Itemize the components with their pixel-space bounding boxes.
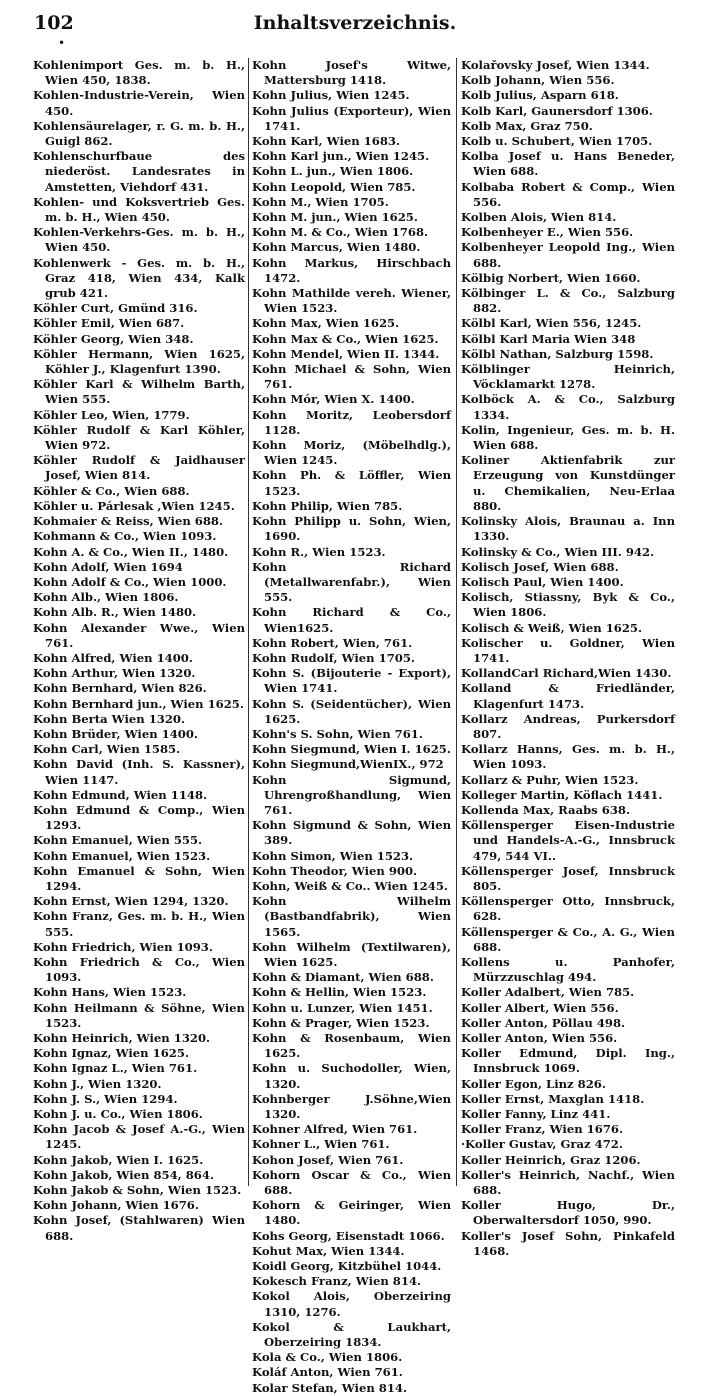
index-entry: Kohn Max & Co., Wien 1625. bbox=[252, 331, 439, 346]
index-column-right bbox=[461, 58, 675, 1258]
index-entry: Kohn Mór, Wien X. 1400. bbox=[252, 392, 415, 407]
index-entry: Kohn & Diamant, Wien 688. bbox=[252, 970, 434, 985]
index-entry: Kohn Max, Wien 1625. bbox=[252, 316, 400, 331]
page-header bbox=[30, 8, 680, 38]
index-entry: Kohn Adolf, Wien 1694 bbox=[33, 559, 183, 574]
index-entry: Kolařovsky Josef, Wien 1344. bbox=[461, 58, 650, 72]
index-entry: Kohn Karl, Wien 1683. bbox=[252, 134, 400, 149]
index-entry: Kolb Karl, Gaunersdorf 1306. bbox=[461, 103, 653, 118]
index-entry: Kölbl Karl, Wien 556, 1245. bbox=[461, 316, 642, 331]
index-entry: Kolbaba Robert & Comp., Wien 556. bbox=[461, 179, 675, 209]
index-entry: Kohut Max, Wien 1344. bbox=[252, 1243, 405, 1258]
index-entry: Koidl Georg, Kitzbühel 1044. bbox=[252, 1259, 442, 1274]
index-entry: Koller's Heinrich, Nachf., Wien 688. bbox=[461, 1167, 675, 1198]
index-entry: Köllensperger & Co., A. G., Wien 688. bbox=[461, 924, 675, 954]
index-entry: Kohn Theodor, Wien 900. bbox=[252, 863, 418, 878]
index-entry: Kohn Julius, Wien 1245. bbox=[252, 88, 410, 103]
index-entry: Kohn R., Wien 1523. bbox=[252, 544, 386, 559]
index-entry: Kohn Hans, Wien 1523. bbox=[33, 985, 187, 1000]
index-entry: Kolisch & Weiß, Wien 1625. bbox=[461, 620, 643, 635]
index-entry: Kohn L. jun., Wien 1806. bbox=[252, 164, 414, 179]
index-entry: Kohn Alfred, Wien 1400. bbox=[33, 650, 193, 665]
index-entry: Kollarz Andreas, Purkersdorf 807. bbox=[461, 711, 675, 741]
index-entry: Köllensperger Otto, Innsbruck, 628. bbox=[461, 894, 675, 924]
index-entry: Köhler Emil, Wien 687. bbox=[33, 316, 185, 331]
index-entry: Kohorn & Geiringer, Wien 1480. bbox=[252, 1198, 451, 1228]
index-entry: Kohner Alfred, Wien 761. bbox=[252, 1122, 418, 1137]
index-entry: Kohn Jakob, Wien 854, 864. bbox=[33, 1167, 214, 1182]
index-entry: Kohn Alexander Wwe., Wien 761. bbox=[33, 620, 245, 650]
index-entry: Kohn Sigmund, Uhrengroßhandlung, Wien 761. bbox=[252, 772, 451, 817]
index-entry: Kohn's S. Sohn, Wien 761. bbox=[252, 726, 423, 741]
index-entry: Kohn M. & Co., Wien 1768. bbox=[252, 225, 429, 240]
index-entry: Kohn Markus, Hirschbach 1472. bbox=[252, 255, 451, 285]
index-entry: Kohs Georg, Eisenstadt 1066. bbox=[252, 1228, 445, 1243]
index-entry: Köhler Leo, Wien, 1779. bbox=[33, 407, 190, 422]
index-entry: Koller Hugo, Dr., Oberwaltersdorf 1050, 990. bbox=[461, 1198, 675, 1228]
index-entry: Köhler Karl & Wilhelm Barth, Wien 555. bbox=[33, 377, 245, 407]
index-entry: Koller Fanny, Linz 441. bbox=[461, 1107, 611, 1122]
column-divider bbox=[248, 58, 249, 1186]
index-entry: Kohlensäurelager, r. G. m. b. H., Guigl 862. bbox=[33, 118, 245, 149]
index-entry: Kohn Karl jun., Wien 1245. bbox=[252, 149, 430, 164]
index-entry: Kolbenheyer E., Wien 556. bbox=[461, 225, 634, 240]
index-entry: Kolb Max, Graz 750. bbox=[461, 118, 593, 133]
index-entry: Koller Edmund, Dipl. Ing., Innsbruck 1069. bbox=[461, 1046, 675, 1076]
index-column-left bbox=[33, 58, 245, 1243]
index-entry: Kohn Mathilde vereh. Wiener, Wien 1523. bbox=[252, 286, 451, 316]
index-entry: Kohlen- und Koksvertrieb Ges. m. b. H., Wien 450. bbox=[33, 194, 245, 225]
index-entry: Kolin, Ingenieur, Ges. m. b. H. Wien 688. bbox=[461, 422, 675, 453]
index-entry: Kohn S. (Seidentücher), Wien 1625. bbox=[252, 696, 451, 726]
index-entry: Kollens u. Panhofer, Mürzzuschlag 494. bbox=[461, 954, 675, 985]
index-entry: Kölbig Norbert, Wien 1660. bbox=[461, 270, 641, 285]
index-entry: Kohn Marcus, Wien 1480. bbox=[252, 240, 421, 255]
index-entry: Kohlenwerk - Ges. m. b. H., Graz 418, Wien 434, Kalk grub 421. bbox=[33, 255, 245, 301]
index-entry: Kolba Josef u. Hans Beneder, Wien 688. bbox=[461, 149, 675, 179]
index-entry: Kokol Alois, Oberzeiring 1310, 1276. bbox=[252, 1289, 451, 1319]
index-entry: Kolinsky & Co., Wien III. 942. bbox=[461, 544, 655, 559]
index-entry: Kohn Ignaz, Wien 1625. bbox=[33, 1046, 189, 1061]
index-entry: Kohlen-Verkehrs-Ges. m. b. H., Wien 450. bbox=[33, 225, 245, 255]
index-entry: Kohn Michael & Sohn, Wien 761. bbox=[252, 362, 451, 392]
index-entry: Kohlen-Industrie-Verein, Wien 450. bbox=[33, 88, 245, 118]
index-entry: Kohn Emanuel, Wien 555. bbox=[33, 833, 203, 848]
index-entry: Kollenda Max, Raabs 638. bbox=[461, 802, 630, 817]
index-entry: Kohn & Hellin, Wien 1523. bbox=[252, 985, 427, 1000]
index-entry: Kola & Co., Wien 1806. bbox=[252, 1350, 403, 1365]
index-entry: Kolbenheyer Leopold Ing., Wien 688. bbox=[461, 240, 675, 270]
index-entry: Kohn Robert, Wien, 761. bbox=[252, 635, 413, 650]
index-entry: Kohn S. (Bijouterie - Export), Wien 1741. bbox=[252, 666, 451, 696]
index-entry: Kohn Carl, Wien 1585. bbox=[33, 742, 181, 757]
index-entry: Kolb u. Schubert, Wien 1705. bbox=[461, 134, 653, 149]
index-entry: Koller Ernst, Maxglan 1418. bbox=[461, 1091, 645, 1106]
index-entry: Kohn Ignaz L., Wien 761. bbox=[33, 1061, 198, 1076]
index-entry: Köhler Georg, Wien 348. bbox=[33, 331, 194, 346]
index-column-middle bbox=[252, 58, 451, 1395]
index-entry: Kohner L., Wien 761. bbox=[252, 1137, 390, 1152]
index-entry: Kohn Berta Wien 1320. bbox=[33, 711, 186, 726]
index-entry: Kohn Alb. R., Wien 1480. bbox=[33, 605, 197, 620]
index-entry: Kolland & Friedländer, Klagenfurt 1473. bbox=[461, 681, 675, 711]
index-entry: Kohlenimport Ges. m. b. H., Wien 450, 1838. bbox=[33, 58, 245, 88]
index-entry: Kokesch Franz, Wien 814. bbox=[252, 1274, 422, 1289]
index-entry: Kohn Friedrich, Wien 1093. bbox=[33, 939, 213, 954]
index-entry: Köllensperger Josef, Innsbruck 805. bbox=[461, 863, 675, 893]
index-entry: Kohn Emanuel & Sohn, Wien 1294. bbox=[33, 863, 245, 893]
index-entry: Kolisch Josef, Wien 688. bbox=[461, 559, 619, 574]
index-entry: Kohn Bernhard, Wien 826. bbox=[33, 681, 207, 696]
index-entry: Kohn Jacob & Josef A.-G., Wien 1245. bbox=[33, 1122, 245, 1152]
index-entry: Kohon Josef, Wien 761. bbox=[252, 1152, 404, 1167]
index-entry: Kohn Richard (Metallwarenfabr.), Wien 555. bbox=[252, 559, 451, 605]
index-entry: Koller Anton, Wien 556. bbox=[461, 1031, 618, 1045]
index-entry: Koller's Josef Sohn, Pinkafeld 1468. bbox=[461, 1228, 675, 1258]
index-entry: Kohn Ph. & Löffler, Wien 1523. bbox=[252, 468, 451, 498]
index-entry: Koller Heinrich, Graz 1206. bbox=[461, 1152, 641, 1167]
index-entry: Kohmann & Co., Wien 1093. bbox=[33, 529, 217, 544]
index-entry: Köhler & Co., Wien 688. bbox=[33, 483, 190, 498]
index-entry: Kohn Jakob & Sohn, Wien 1523. bbox=[33, 1183, 242, 1198]
index-entry: Kohn Josef, (Stahlwaren) Wien 688. bbox=[33, 1213, 245, 1243]
index-entry: Kölbl Karl Maria Wien 348 bbox=[461, 331, 636, 346]
index-entry: Kohorn Oscar & Co., Wien 688. bbox=[252, 1167, 451, 1198]
index-entry: Kohn Simon, Wien 1523. bbox=[252, 848, 414, 863]
index-entry: Kolisch, Stiassny, Byk & Co., Wien 1806. bbox=[461, 590, 675, 620]
index-entry: Kokol & Laukhart, Oberzeiring 1834. bbox=[252, 1319, 451, 1350]
index-entry: Kohn Heinrich, Wien 1320. bbox=[33, 1031, 211, 1045]
page-title: Inhaltsverzeichnis. bbox=[253, 12, 457, 34]
index-entry: Kohn Franz, Ges. m. b. H., Wien 555. bbox=[33, 909, 245, 939]
index-entry: Kohn & Prager, Wien 1523. bbox=[252, 1015, 430, 1030]
index-entry: Kohn Moriz, (Möbelhdlg.), Wien 1245. bbox=[252, 438, 451, 468]
index-entry: Kohn Brüder, Wien 1400. bbox=[33, 726, 198, 741]
index-entry: Kohn J. u. Co., Wien 1806. bbox=[33, 1107, 203, 1122]
index-entry: Kohn David (Inh. S. Kassner), Wien 1147. bbox=[33, 757, 245, 787]
index-entry: Köhler Hermann, Wien 1625, Köhler J., Klagenfurt 1390. bbox=[33, 346, 245, 377]
index-entry: Koller Adalbert, Wien 785. bbox=[461, 985, 635, 1000]
index-entry: Kölbl Nathan, Salzburg 1598. bbox=[461, 346, 654, 361]
index-entry: Koller Egon, Linz 826. bbox=[461, 1076, 606, 1091]
index-entry: Kohn Emanuel, Wien 1523. bbox=[33, 848, 211, 863]
index-entry: Köhler Rudolf & Jaidhauser Josef, Wien 814. bbox=[33, 453, 245, 483]
index-entry: Köllensperger Eisen-Industrie und Handels-A.-G., Innsbruck 479, 544 VI.. bbox=[461, 818, 675, 863]
index-entry: Kohn Heilmann & Söhne, Wien 1523. bbox=[33, 1000, 245, 1030]
index-entry: Kohn Julius (Exporteur), Wien 1741. bbox=[252, 103, 451, 133]
index-entry: Kolinsky Alois, Braunau a. Inn 1330. bbox=[461, 514, 675, 544]
index-entry: Koller Franz, Wien 1676. bbox=[461, 1122, 623, 1137]
index-entry: ·Koller Gustav, Graz 472. bbox=[461, 1137, 623, 1152]
index-entry: Koller Albert, Wien 556. bbox=[461, 1000, 619, 1015]
index-entry: Kollarz & Puhr, Wien 1523. bbox=[461, 772, 639, 787]
index-entry: Kohn Sigmund & Sohn, Wien 389. bbox=[252, 818, 451, 848]
index-entry: Kolböck A. & Co., Salzburg 1334. bbox=[461, 392, 675, 422]
index-entry: Kohn M., Wien 1705. bbox=[252, 194, 389, 209]
index-entry: Kohlenschurfbaue des niederöst. Landesrates in Amstetten, Viehdorf 431. bbox=[33, 149, 245, 194]
index-entry: Kohn J., Wien 1320. bbox=[33, 1076, 162, 1091]
index-entry: Kohmaier & Reiss, Wien 688. bbox=[33, 514, 224, 529]
index-entry: Kohn Rudolf, Wien 1705. bbox=[252, 650, 415, 665]
index-entry: Kolben Alois, Wien 814. bbox=[461, 210, 617, 225]
column-divider bbox=[456, 58, 457, 1186]
index-entry: Kolischer u. Goldner, Wien 1741. bbox=[461, 635, 675, 665]
index-entry: Kohn Richard & Co., Wien1625. bbox=[252, 605, 451, 635]
index-entry: Kohn Siegmund,WienIX., 972 bbox=[252, 757, 444, 772]
index-entry: Kohn Josef's Witwe, Mattersburg 1418. bbox=[252, 58, 451, 88]
index-entry: Kohn Philip, Wien 785. bbox=[252, 498, 403, 513]
index-entry: Koláf Anton, Wien 761. bbox=[252, 1365, 403, 1380]
index-entry: Kohn Edmund, Wien 1148. bbox=[33, 787, 208, 802]
index-entry: Kolisch Paul, Wien 1400. bbox=[461, 574, 624, 589]
index-entry: Kohn Bernhard jun., Wien 1625. bbox=[33, 696, 244, 711]
index-entry: Kohn Johann, Wien 1676. bbox=[33, 1198, 199, 1213]
index-entry: Koliner Aktienfabrik zur Erzeugung von Kunstdünger u. Chemikalien, Neu-Erlaa 880. bbox=[461, 453, 675, 513]
index-entry: Kolar Stefan, Wien 814. bbox=[252, 1380, 408, 1395]
index-entry: Kölblinger Heinrich, Vöcklamarkt 1278. bbox=[461, 362, 675, 392]
index-entry: Kohn Siegmund, Wien I. 1625. bbox=[252, 742, 451, 757]
index-entry: Kolb Johann, Wien 556. bbox=[461, 73, 615, 88]
index-entry: Kohn & Rosenbaum, Wien 1625. bbox=[252, 1031, 451, 1061]
index-entry: Kohn Leopold, Wien 785. bbox=[252, 179, 416, 194]
index-entry: Kölbinger L. & Co., Salzburg 882. bbox=[461, 286, 675, 316]
index-entry: Kohn J. S., Wien 1294. bbox=[33, 1091, 178, 1106]
index-entry: Köhler Rudolf & Karl Köhler, Wien 972. bbox=[33, 422, 245, 453]
index-entry: Kohnberger J.Söhne,Wien 1320. bbox=[252, 1091, 451, 1122]
page-number: 102 bbox=[34, 12, 74, 34]
index-entry: Kohn Adolf & Co., Wien 1000. bbox=[33, 574, 227, 589]
index-entry: Kohn Jakob, Wien I. 1625. bbox=[33, 1152, 204, 1167]
index-entry: Kohn Arthur, Wien 1320. bbox=[33, 666, 196, 681]
index-entry: Kolb Julius, Asparn 618. bbox=[461, 88, 619, 103]
index-entry: Kohn, Weiß & Co.. Wien 1245. bbox=[252, 878, 448, 893]
index-entry: Kohn u. Suchodoller, Wien, 1320. bbox=[252, 1061, 451, 1091]
index-entry: Kohn Edmund & Comp., Wien 1293. bbox=[33, 802, 245, 833]
index-entry: Kohn u. Lunzer, Wien 1451. bbox=[252, 1000, 433, 1015]
index-entry: Kohn M. jun., Wien 1625. bbox=[252, 210, 418, 225]
index-entry: Kohn Mendel, Wien II. 1344. bbox=[252, 346, 440, 361]
index-entry: Kohn Philipp u. Sohn, Wien, 1690. bbox=[252, 514, 451, 544]
index-entry: Kohn Wilhelm (Textilwaren), Wien 1625. bbox=[252, 939, 451, 969]
index-entry: Kollarz Hanns, Ges. m. b. H., Wien 1093. bbox=[461, 742, 675, 772]
index-entry: Kohn Wilhelm (Bastbandfabrik), Wien 1565. bbox=[252, 894, 451, 939]
index-entry: Koller Anton, Pöllau 498. bbox=[461, 1015, 626, 1030]
index-entry: Köhler u. Párlesak ,Wien 1245. bbox=[33, 498, 235, 513]
index-entry: Kohn Alb., Wien 1806. bbox=[33, 590, 179, 605]
index-entry: Kohn Moritz, Leobersdorf 1128. bbox=[252, 407, 451, 437]
index-entry: Kolleger Martin, Köflach 1441. bbox=[461, 787, 663, 802]
index-entry: Köhler Curt, Gmünd 316. bbox=[33, 301, 198, 316]
index-entry: Kohn A. & Co., Wien II., 1480. bbox=[33, 544, 229, 559]
index-entry: Kohn Ernst, Wien 1294, 1320. bbox=[33, 894, 229, 909]
index-entry: Kohn Friedrich & Co., Wien 1093. bbox=[33, 954, 245, 985]
index-entry: KollandCarl Richard,Wien 1430. bbox=[461, 666, 672, 681]
margin-mark: • bbox=[58, 36, 66, 50]
